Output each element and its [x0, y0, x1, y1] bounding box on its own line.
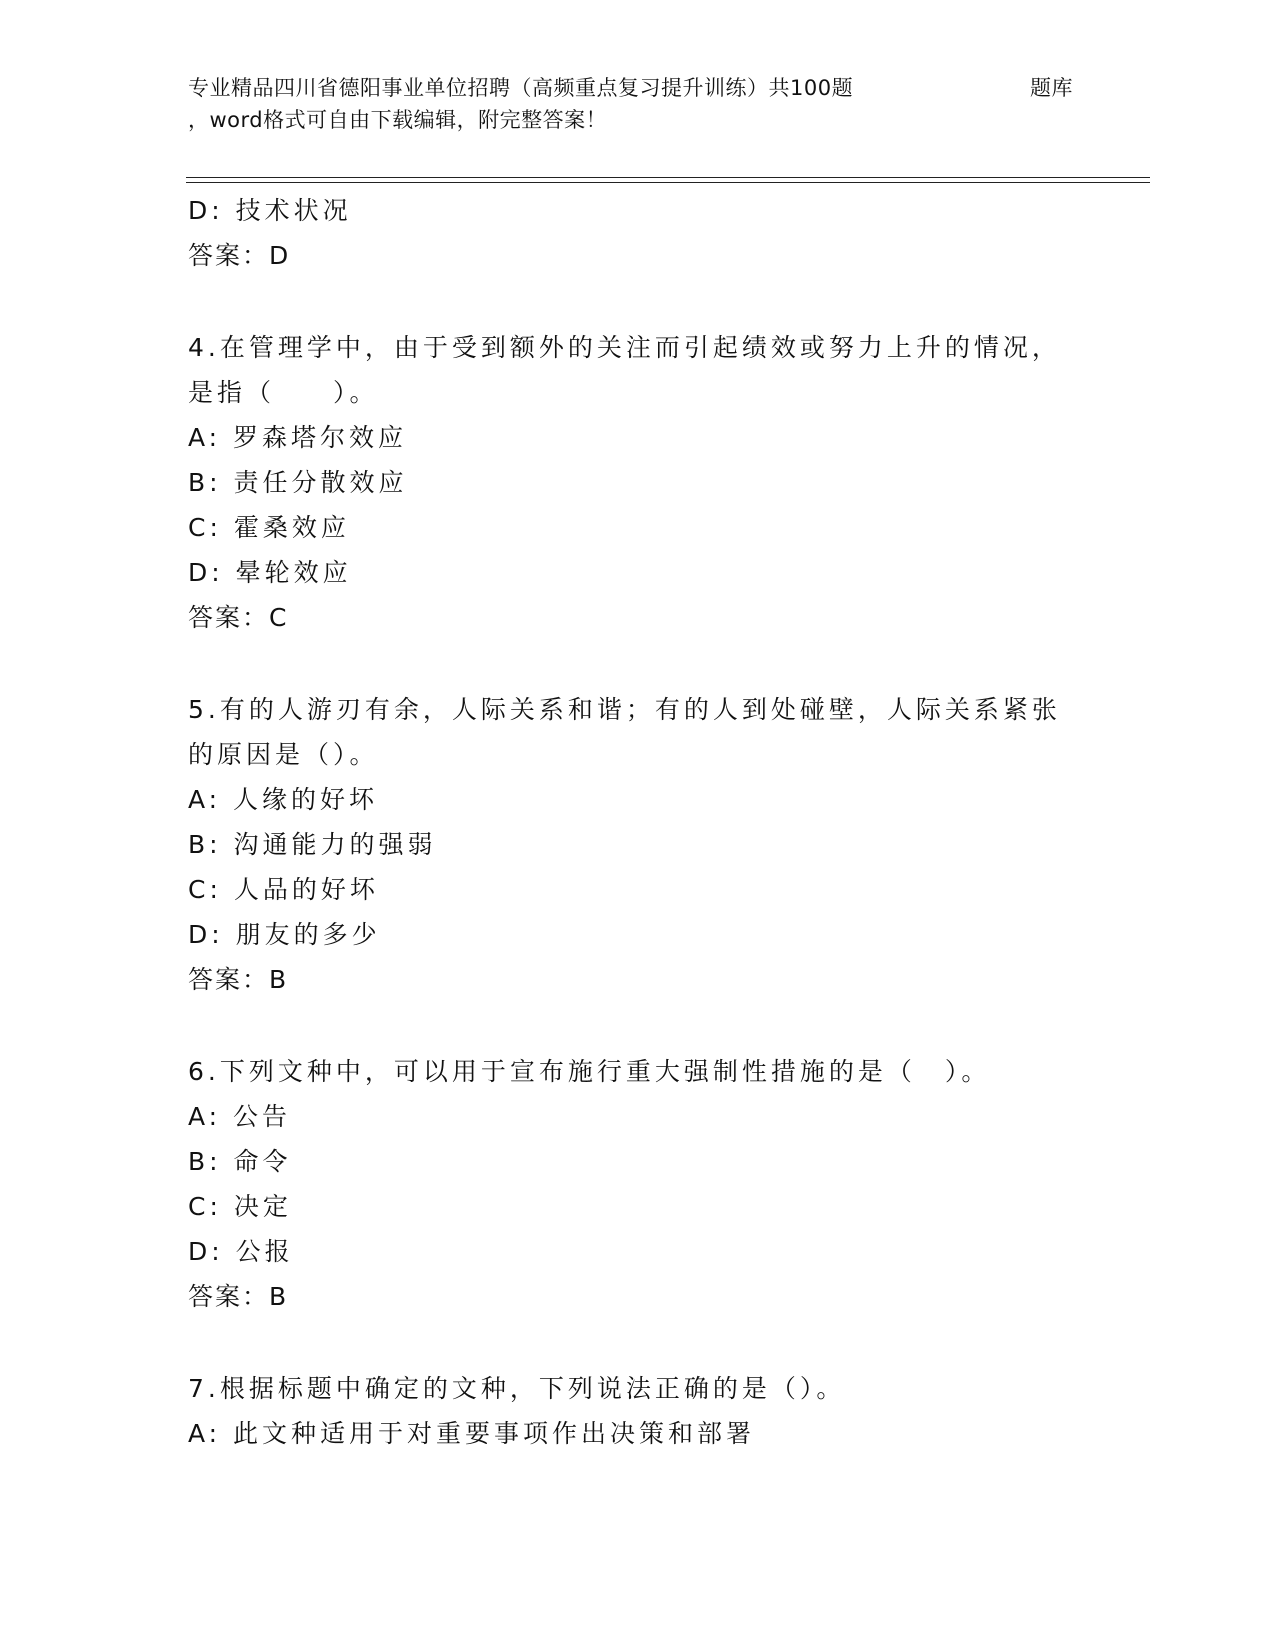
question-5 [188, 687, 1088, 1002]
option-a: A: 公告 [188, 1102, 292, 1131]
document-body [188, 188, 1088, 1456]
question-stem: 6.下列文种中，可以用于宣布施行重大强制性措施的是（ ）。 [188, 1057, 991, 1086]
option-c: C: 人品的好坏 [188, 875, 379, 904]
answer: 答案：B [188, 1282, 289, 1311]
header-tag: 题库 [1030, 76, 1073, 100]
question-7 [188, 1366, 1088, 1456]
option-b: B: 命令 [188, 1147, 292, 1176]
option-a: A: 人缘的好坏 [188, 785, 379, 814]
header-subtitle: ，word格式可自由下载编辑，附完整答案！ [188, 108, 608, 132]
question-stem: 是指（ ）。 [188, 378, 379, 407]
answer: 答案：B [188, 965, 289, 994]
option-d: D: 朋友的多少 [188, 920, 381, 949]
option-c: C: 霍桑效应 [188, 513, 350, 542]
option-c: C: 决定 [188, 1192, 292, 1221]
question-stem: 7.根据标题中确定的文种，下列说法正确的是（）。 [188, 1374, 846, 1403]
q3-answer: 答案：D [188, 241, 291, 270]
option-b: B: 沟通能力的强弱 [188, 830, 437, 859]
option-b: B: 责任分散效应 [188, 468, 408, 497]
option-d: D: 公报 [188, 1237, 294, 1266]
spacer [188, 640, 1088, 687]
spacer [188, 1002, 1088, 1049]
page-header [188, 72, 1148, 136]
question-stem: 的原因是（）。 [188, 740, 379, 769]
answer: 答案：C [188, 603, 289, 632]
header-divider [186, 177, 1150, 183]
option-d: D: 晕轮效应 [188, 558, 352, 587]
option-a: A: 此文种适用于对重要事项作出决策和部署 [188, 1419, 756, 1448]
question-6 [188, 1049, 1088, 1319]
spacer [188, 1319, 1088, 1366]
spacer [188, 278, 1088, 325]
question-stem: 4.在管理学中，由于受到额外的关注而引起绩效或努力上升的情况， [188, 333, 1061, 362]
header-title: 专业精品四川省德阳事业单位招聘（高频重点复习提升训练）共100题 [188, 76, 854, 100]
header-title-line [188, 72, 1148, 104]
q3-option-d: D: 技术状况 [188, 196, 352, 225]
option-a: A: 罗森塔尔效应 [188, 423, 408, 452]
question-4 [188, 325, 1088, 640]
question-stem: 5.有的人游刃有余，人际关系和谐；有的人到处碰壁，人际关系紧张 [188, 695, 1061, 724]
